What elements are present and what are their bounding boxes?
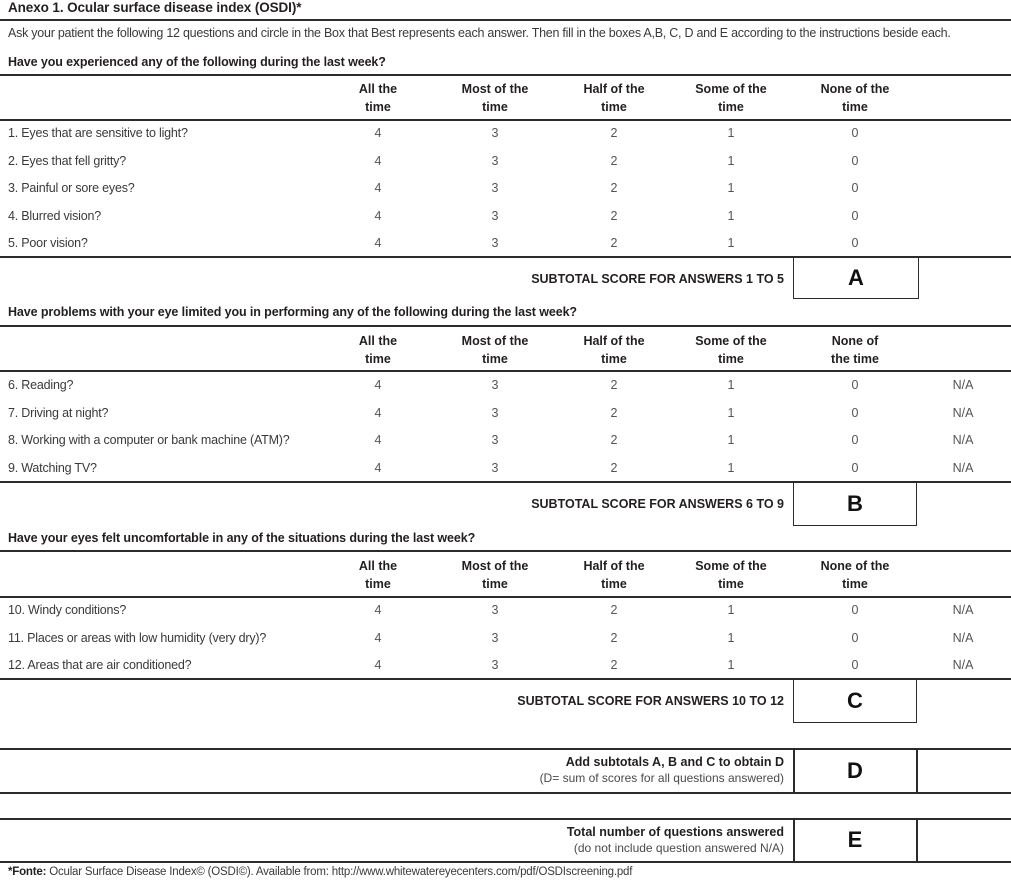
score-2[interactable]: 2 [610, 406, 618, 420]
score-1[interactable]: 1 [727, 154, 735, 168]
question-label: 9. Watching TV? [8, 461, 97, 475]
score-2[interactable]: 2 [610, 236, 618, 250]
score-0[interactable]: 0 [851, 603, 859, 617]
header-half-of-the-time: Half of the time [583, 82, 645, 114]
divider [916, 818, 918, 862]
score-0[interactable]: 0 [851, 236, 859, 250]
summary-e-label [567, 824, 784, 856]
question-label: 3. Painful or sore eyes? [8, 181, 135, 195]
summary-e-box[interactable]: E [847, 827, 863, 852]
score-4[interactable]: 4 [374, 658, 382, 672]
subtotal-b-box[interactable]: B [793, 481, 917, 526]
score-4[interactable]: 4 [374, 154, 382, 168]
score-4[interactable]: 4 [374, 209, 382, 223]
score-0[interactable]: 0 [851, 378, 859, 392]
score-4[interactable]: 4 [374, 461, 382, 475]
score-1[interactable]: 1 [727, 181, 735, 195]
instructions-text: Ask your patient the following 12 questions and circle in the Box that Best represents each answer. Then fill in the boxes A,B, C, D and E according to the instructions beside each. [8, 26, 951, 40]
header-half-of-the-time: Half of the time [583, 559, 645, 591]
score-3[interactable]: 3 [491, 236, 499, 250]
divider [916, 748, 918, 793]
question-label: 11. Places or areas with low humidity (very dry)? [8, 631, 267, 645]
score-3[interactable]: 3 [491, 209, 499, 223]
score-4[interactable]: 4 [374, 236, 382, 250]
score-1[interactable]: 1 [727, 658, 735, 672]
header-all-the-time: All the time [358, 82, 398, 114]
question-label: 7. Driving at night? [8, 406, 109, 420]
score-1[interactable]: 1 [727, 603, 735, 617]
score-3[interactable]: 3 [491, 433, 499, 447]
question-label: 2. Eyes that fell gritty? [8, 154, 126, 168]
score-3[interactable]: 3 [491, 658, 499, 672]
score-2[interactable]: 2 [610, 126, 618, 140]
summary-d-box[interactable]: D [847, 757, 863, 783]
score-3[interactable]: 3 [491, 126, 499, 140]
score-0[interactable]: 0 [851, 406, 859, 420]
score-2[interactable]: 2 [610, 181, 618, 195]
score-0[interactable]: 0 [851, 658, 859, 672]
divider [0, 74, 1011, 76]
summary-d-note: (D= sum of scores for all questions answered) [539, 771, 784, 785]
score-2[interactable]: 2 [610, 378, 618, 392]
header-most-of-the-time: Most of the time [461, 334, 529, 366]
divider [0, 325, 1011, 327]
footnote-text: Ocular Surface Disease Index© (OSDI©). Available from: http://www.whitewatereyecenters.com/pdf/OSDIscreening.pdf [46, 866, 633, 878]
score-2[interactable]: 2 [610, 658, 618, 672]
header-some-of-the-time: Some of the time [695, 334, 767, 366]
question-label: 4. Blurred vision? [8, 209, 101, 223]
score-1[interactable]: 1 [727, 236, 735, 250]
document-title: Anexo 1. Ocular surface disease index (OSDI)* [8, 0, 302, 15]
question-label: 6. Reading? [8, 378, 74, 392]
score-na[interactable]: N/A [952, 461, 974, 475]
divider [0, 119, 1011, 121]
score-1[interactable]: 1 [727, 126, 735, 140]
score-2[interactable]: 2 [610, 631, 618, 645]
score-0[interactable]: 0 [851, 461, 859, 475]
subtotal-a-box[interactable]: A [793, 256, 919, 299]
question-label: 5. Poor vision? [8, 236, 88, 250]
divider [0, 550, 1011, 552]
score-na[interactable]: N/A [952, 378, 974, 392]
section-title: Have your eyes felt uncomfortable in any of the situations during the last week? [8, 531, 476, 545]
summary-d-title: Add subtotals A, B and C to obtain D [565, 755, 784, 769]
score-na[interactable]: N/A [952, 406, 974, 420]
section-title: Have you experienced any of the following during the last week? [8, 55, 386, 69]
score-2[interactable]: 2 [610, 603, 618, 617]
score-na[interactable]: N/A [952, 433, 974, 447]
subtotal-a-label: SUBTOTAL SCORE FOR ANSWERS 1 TO 5 [531, 272, 784, 286]
subtotal-c-box[interactable]: C [793, 678, 917, 723]
title-divider [0, 19, 1011, 21]
score-2[interactable]: 2 [610, 154, 618, 168]
header-none-of-the-time: None of the time [820, 82, 890, 114]
footnote-prefix: *Fonte: [8, 866, 47, 878]
header-all-the-time: All the time [358, 559, 398, 591]
score-3[interactable]: 3 [491, 181, 499, 195]
divider [0, 792, 1011, 794]
footnote [8, 866, 632, 878]
score-0[interactable]: 0 [851, 209, 859, 223]
header-all-the-time: All the time [358, 334, 398, 366]
header-most-of-the-time: Most of the time [461, 82, 529, 114]
score-3[interactable]: 3 [491, 631, 499, 645]
score-4[interactable]: 4 [374, 406, 382, 420]
summary-e-title: Total number of questions answered [566, 825, 784, 839]
header-none-of-the-time: None of the time [820, 559, 890, 591]
score-1[interactable]: 1 [727, 209, 735, 223]
score-3[interactable]: 3 [491, 406, 499, 420]
score-0[interactable]: 0 [851, 631, 859, 645]
score-1[interactable]: 1 [727, 461, 735, 475]
divider [0, 370, 1011, 372]
score-na[interactable]: N/A [952, 631, 974, 645]
question-label: 10. Windy conditions? [8, 603, 127, 617]
score-0[interactable]: 0 [851, 433, 859, 447]
divider [0, 861, 1011, 863]
header-some-of-the-time: Some of the time [695, 559, 767, 591]
question-label: 8. Working with a computer or bank machine (ATM)? [8, 433, 290, 447]
score-1[interactable]: 1 [727, 631, 735, 645]
score-2[interactable]: 2 [610, 461, 618, 475]
score-2[interactable]: 2 [610, 433, 618, 447]
score-0[interactable]: 0 [851, 126, 859, 140]
score-4[interactable]: 4 [374, 433, 382, 447]
subtotal-c-label: SUBTOTAL SCORE FOR ANSWERS 10 TO 12 [517, 694, 784, 708]
score-3[interactable]: 3 [491, 603, 499, 617]
score-0[interactable]: 0 [851, 181, 859, 195]
divider [0, 596, 1011, 598]
score-0[interactable]: 0 [851, 154, 859, 168]
score-4[interactable]: 4 [374, 603, 382, 617]
header-none-of-the-time: None of the time [831, 334, 879, 366]
header-some-of-the-time: Some of the time [695, 82, 767, 114]
score-3[interactable]: 3 [491, 461, 499, 475]
score-3[interactable]: 3 [491, 154, 499, 168]
score-1[interactable]: 1 [727, 406, 735, 420]
score-4[interactable]: 4 [374, 181, 382, 195]
summary-e-note: (do not include question answered N/A) [573, 841, 784, 855]
summary-d-label [540, 754, 784, 786]
score-3[interactable]: 3 [491, 378, 499, 392]
section-title: Have problems with your eye limited you in performing any of the following during the last week? [8, 305, 577, 319]
score-2[interactable]: 2 [610, 209, 618, 223]
score-4[interactable]: 4 [374, 631, 382, 645]
header-half-of-the-time: Half of the time [583, 334, 645, 366]
subtotal-b-label: SUBTOTAL SCORE FOR ANSWERS 6 TO 9 [531, 497, 784, 511]
question-label: 12. Areas that are air conditioned? [8, 658, 192, 672]
score-4[interactable]: 4 [374, 378, 382, 392]
score-4[interactable]: 4 [374, 126, 382, 140]
header-most-of-the-time: Most of the time [461, 559, 529, 591]
score-na[interactable]: N/A [952, 603, 974, 617]
score-na[interactable]: N/A [952, 658, 974, 672]
question-label: 1. Eyes that are sensitive to light? [8, 126, 188, 140]
score-1[interactable]: 1 [727, 433, 735, 447]
score-1[interactable]: 1 [727, 378, 735, 392]
